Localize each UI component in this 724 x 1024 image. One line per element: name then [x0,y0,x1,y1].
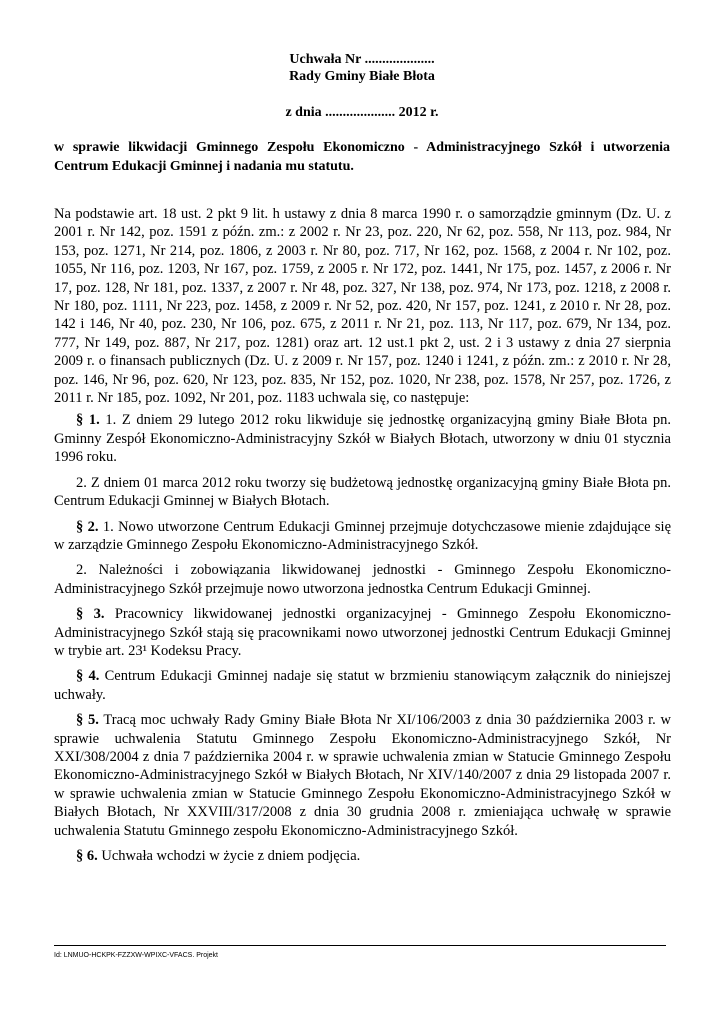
section-4-sign: § 4. [76,668,100,685]
section-1 [54,411,671,466]
section-6-sign: § 6. [76,848,98,864]
section-1-point-2: 2. Z dniem 01 marca 2012 roku tworzy się budżetową jednostkę organizacyjną gminy Białe Błota pn. Centrum Edukacji Gminnej w Białych Błotach. [54,474,671,510]
section-2 [54,518,671,555]
section-6-text: Uchwała wchodzi w życie z dniem podjęcia. [97,848,361,864]
section-2-point-2: 2. Należności i zobowiązania likwidowanej jednostki - Gminnego Zespołu Ekonomiczno-Administracyjnego Szkół przejmuje nowo utworzona jednostka Centrum Edukacji Gminnej. [54,562,671,597]
section-3 [54,605,671,660]
resolution-subject: w sprawie likwidacji Gminnego Zespołu Ekonomiczno - Administracyjnego Szkół i utworzenia Centrum Edukacji Gminnej i nadania mu statutu. [54,140,670,174]
section-3-sign: § 3. [76,606,105,623]
resolution-number: Uchwała Nr .................... [289,52,435,67]
council-name: Rady Gminy Białe Błota [289,69,435,84]
document-id-footer: Id: LNMUO-HCKPK-FZZXW-WPIXC-VFACS. Projekt [54,952,218,959]
footer-divider [54,945,666,946]
section-4-text: Centrum Edukacji Gminnej nadaje się statut w brzmieniu stanowiącym załącznik do niniejszej uchwały. [54,668,672,703]
section-1-text: 1. Z dniem 29 lutego 2012 roku likwiduje się jednostkę organizacyjną gminy Białe Błota pn. Gminny Zespół Ekonomiczno-Administracyjny Szkół w Białych Błotach, utworzony w dniu 01 stycznia 1996 roku. [54,412,672,466]
section-6 [54,847,671,865]
section-1-sign: § 1. [76,412,100,429]
section-2-text: 1. Nowo utworzone Centrum Edukacji Gminnej przejmuje dotychczasowe mienie zdajdujące się w zarządzie Gminnego Zespołu Ekonomiczno-Administracyjnego Szkół. [54,518,671,553]
section-3-text: Pracownicy likwidowanej jednostki organizacyjnej - Gminnego Zespołu Ekonomiczno-Administracyjnego Szkół stają się pracownikami nowo utworzonej jednostki Centrum Edukacji Gminnej w trybie art. 23¹ Kodeksu Pracy. [54,606,672,659]
legal-basis: Na podstawie art. 18 ust. 2 pkt 9 lit. h ustawy z dnia 8 marca 1990 r. o samorządzie gminnym (Dz. U. z 2001 r. Nr 142, poz. 1591 z późn. zm.: z 2002 r. Nr 23, poz. 220, Nr 62, poz. 558, Nr 113, poz. 984, Nr 153, poz. 1271, Nr 214, poz. 1806, z 2003 r. Nr 80, poz. 717, Nr 162, poz. 1568, z 2004 r. Nr 102, poz. 1055, Nr 116, poz. 1203, Nr 167, poz. 1759, z 2005 r. Nr 172, poz. 1441, Nr 175, poz. 1457, z 2006 r. Nr 17, poz. 128, Nr 181, poz. 1337, z 2007 r. Nr 48, poz. 327, Nr 138, poz. 974, Nr 173, poz. 1218, z 2008 r. Nr 180, poz. 1111, Nr 223, poz. 1458, z 2009 r. Nr 52, poz. 420, Nr 157, poz. 1241, z 2010 r. Nr 28, poz. 142 i 146, Nr 40, poz. 230, Nr 106, poz. 675, z 2011 r. Nr 21, poz. 113, Nr 117, poz. 679, Nr 134, poz. 777, Nr 149, poz. 887, Nr 217, poz. 1281) oraz art. 12 ust.1 pkt 2, ust. 2 i 3 ustawy z dnia 27 sierpnia 2009 r. o finansach publicznych (Dz. U. z 2009 r. Nr 157, poz. 1240 i 1241, z późn. zm.: z 2010 r. Nr 28, poz. 146, Nr 96, poz. 620, Nr 123, poz. 835, Nr 152, poz. 1020, Nr 238, poz. 1578, Nr 257, poz. 1726, z 2011 r. Nr 185, poz. 1092, Nr 201, poz. 1183 uchwala się, co następuje: [54,206,671,407]
resolution-date: z dnia .................... 2012 r. [285,105,439,120]
section-5 [54,711,671,840]
section-5-text: Tracą moc uchwały Rady Gminy Białe Błota Nr XI/106/2003 z dnia 30 października 2003 r. w sprawie uchwalenia Statutu Gminnego Zespołu Ekonomiczno-Administracyjnego Szkół, Nr XXI/308/2004 z dnia 7 października 2004 r. w sprawie uchwalenia zmian w Statucie Gminnego Zespołu Ekonomiczno-Administracyjnego Szkół w Białych Błotach, Nr XIV/140/2007 z dnia 29 listopada 2007 r. w sprawie uchwalenia zmian w Statucie Gminnego Zespołu Ekonomiczno-Administracyjnego Szkół w Białych Błotach, Nr XXVIII/317/2008 z dnia 30 grudnia 2008 r. zmieniająca uchwałę w sprawie uchwalenia Statutu Gminnego zespołu Ekonomiczno-Administracyjnego Szkół. [54,712,671,839]
section-5-sign: § 5. [76,712,99,729]
section-4 [54,667,671,704]
resolution-body [54,205,671,872]
section-2-sign: § 2. [76,518,99,535]
